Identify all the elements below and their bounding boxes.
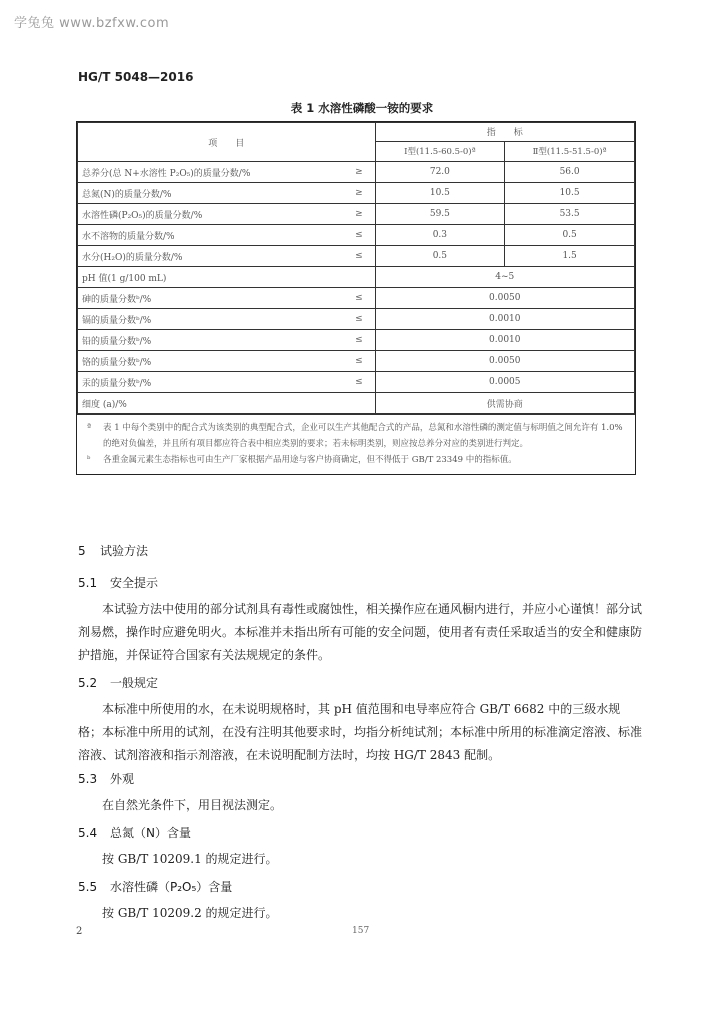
section-paragraph: 本标准中所使用的水，在未说明规格时，其 pH 值范围和电导率应符合 GB/T 6682 中的三级水规格；本标准中所用的试剂，在没有注明其他要求时，均指分析纯试剂；本标准中所用的标准滴定溶液、标准溶液、试剂溶液和指示剂溶液，在未说明配制方法时，均按 HG/T 2843 配制。 [78, 702, 643, 762]
section-title: 一般规定 [110, 676, 159, 690]
row-unit [343, 267, 375, 288]
column-header-type2: Ⅱ型(11.5-51.5-0)ª [505, 141, 635, 161]
note-mark: ª [87, 423, 92, 433]
section-heading-5-1 [78, 574, 158, 591]
row-name: pH 值(1 g/100 mL) [78, 267, 344, 288]
table-note [87, 452, 625, 468]
row-value-type2: 53.5 [505, 204, 635, 225]
section-heading-5 [78, 542, 148, 559]
row-unit: ≤ [343, 372, 375, 393]
row-name: 细度 (a)/% [78, 393, 344, 414]
row-value-type2: 56.0 [505, 162, 635, 183]
table-row [78, 204, 635, 225]
table-row [78, 288, 635, 309]
table-row [78, 183, 635, 204]
row-unit: ≤ [343, 246, 375, 267]
row-name: 总氮(N)的质量分数/% [78, 183, 344, 204]
section-number: 5 [78, 544, 86, 558]
table-row [78, 393, 635, 414]
section-heading-5-3 [78, 770, 134, 787]
row-name: 汞的质量分数ᵇ/% [78, 372, 344, 393]
row-value-merged: 0.0050 [375, 351, 634, 372]
row-unit: ≤ [343, 225, 375, 246]
section-title: 试验方法 [100, 544, 149, 558]
column-header-type1: Ⅰ型(11.5-60.5-0)ª [375, 141, 505, 161]
row-name: 水不溶物的质量分数/% [78, 225, 344, 246]
column-header-indicator: 指 标 [375, 123, 634, 142]
row-value-merged: 供需协商 [375, 393, 634, 414]
watermark: 学兔兔 www.bzfxw.com [14, 16, 170, 31]
page-number: 2 [76, 926, 83, 937]
row-value-type2: 0.5 [505, 225, 635, 246]
section-number: 5.1 [78, 576, 98, 590]
table-row [78, 330, 635, 351]
section-heading-5-5 [78, 878, 232, 895]
table-note [87, 420, 625, 452]
section-number: 5.4 [78, 826, 98, 840]
section-number: 5.2 [78, 676, 98, 690]
row-value-type1: 72.0 [375, 162, 505, 183]
row-value-type2: 1.5 [505, 246, 635, 267]
section-title: 总氮（N）含量 [110, 826, 191, 840]
note-mark: ᵇ [87, 455, 91, 465]
row-value-merged: 4~5 [375, 267, 634, 288]
row-value-type1: 0.3 [375, 225, 505, 246]
row-value-merged: 0.0005 [375, 372, 634, 393]
table-row [78, 225, 635, 246]
section-heading-5-2 [78, 674, 158, 691]
row-value-merged: 0.0010 [375, 330, 634, 351]
row-unit: ≤ [343, 288, 375, 309]
section-paragraph: 按 GB/T 10209.2 的规定进行。 [102, 906, 278, 920]
row-name: 水溶性磷(P₂O₅)的质量分数/% [78, 204, 344, 225]
section-heading-5-4 [78, 824, 191, 841]
row-unit: ≤ [343, 309, 375, 330]
row-name: 镉的质量分数ᵇ/% [78, 309, 344, 330]
table-row [78, 309, 635, 330]
section-number: 5.5 [78, 880, 98, 894]
row-name: 铬的质量分数ᵇ/% [78, 351, 344, 372]
table-row [78, 246, 635, 267]
row-value-type1: 10.5 [375, 183, 505, 204]
row-unit: ≥ [343, 162, 375, 183]
table-row [78, 372, 635, 393]
table-title: 表 1 水溶性磷酸一铵的要求 [290, 101, 434, 115]
row-unit: ≤ [343, 351, 375, 372]
section-paragraph: 本试验方法中使用的部分试剂具有毒性或腐蚀性，相关操作应在通风橱内进行，并应小心谨慎！部分试剂易燃，操作时应避免明火。本标准并未指出所有可能的安全问题，使用者有责任采取适当的安全和健康防护措施，并保证符合国家有关法规规定的条件。 [78, 602, 643, 662]
table-row [78, 267, 635, 288]
row-unit [343, 393, 375, 414]
page-center-mark: 157 [352, 926, 370, 936]
row-unit: ≥ [343, 204, 375, 225]
table-notes [77, 414, 635, 474]
section-title: 外观 [110, 772, 135, 786]
row-unit: ≥ [343, 183, 375, 204]
requirements-table [76, 121, 636, 475]
row-value-type2: 10.5 [505, 183, 635, 204]
section-title: 水溶性磷（P₂O₅）含量 [110, 880, 233, 894]
row-name: 砷的质量分数ᵇ/% [78, 288, 344, 309]
note-text: 表 1 中每个类别中的配合式为该类别的典型配合式，企业可以生产其他配合式的产品，总氮和水溶性磷的测定值与标明值之间允许有 1.0% 的绝对负偏差，并且所有项目都应符合表中相应类别的要求；若未标明类别，则应按总养分对应的类别进行判定。 [103, 423, 623, 449]
standard-code: HG/T 5048—2016 [78, 70, 194, 84]
row-unit: ≤ [343, 330, 375, 351]
note-text: 各重金属元素生态指标也可由生产厂家根据产品用途与客户协商确定，但不得低于 GB/T 23349 中的指标值。 [103, 455, 517, 465]
section-paragraph: 按 GB/T 10209.1 的规定进行。 [102, 852, 278, 866]
table-row [78, 162, 635, 183]
section-title: 安全提示 [110, 576, 159, 590]
section-paragraph: 在自然光条件下，用目视法测定。 [102, 798, 283, 812]
section-number: 5.3 [78, 772, 98, 786]
row-name: 水分(H₂O)的质量分数/% [78, 246, 344, 267]
row-name: 总养分(总 N+水溶性 P₂O₅)的质量分数/% [78, 162, 344, 183]
row-value-type1: 0.5 [375, 246, 505, 267]
table-row [78, 351, 635, 372]
row-name: 铅的质量分数ᵇ/% [78, 330, 344, 351]
row-value-type1: 59.5 [375, 204, 505, 225]
column-header-item: 项 目 [78, 123, 376, 162]
row-value-merged: 0.0010 [375, 309, 634, 330]
row-value-merged: 0.0050 [375, 288, 634, 309]
